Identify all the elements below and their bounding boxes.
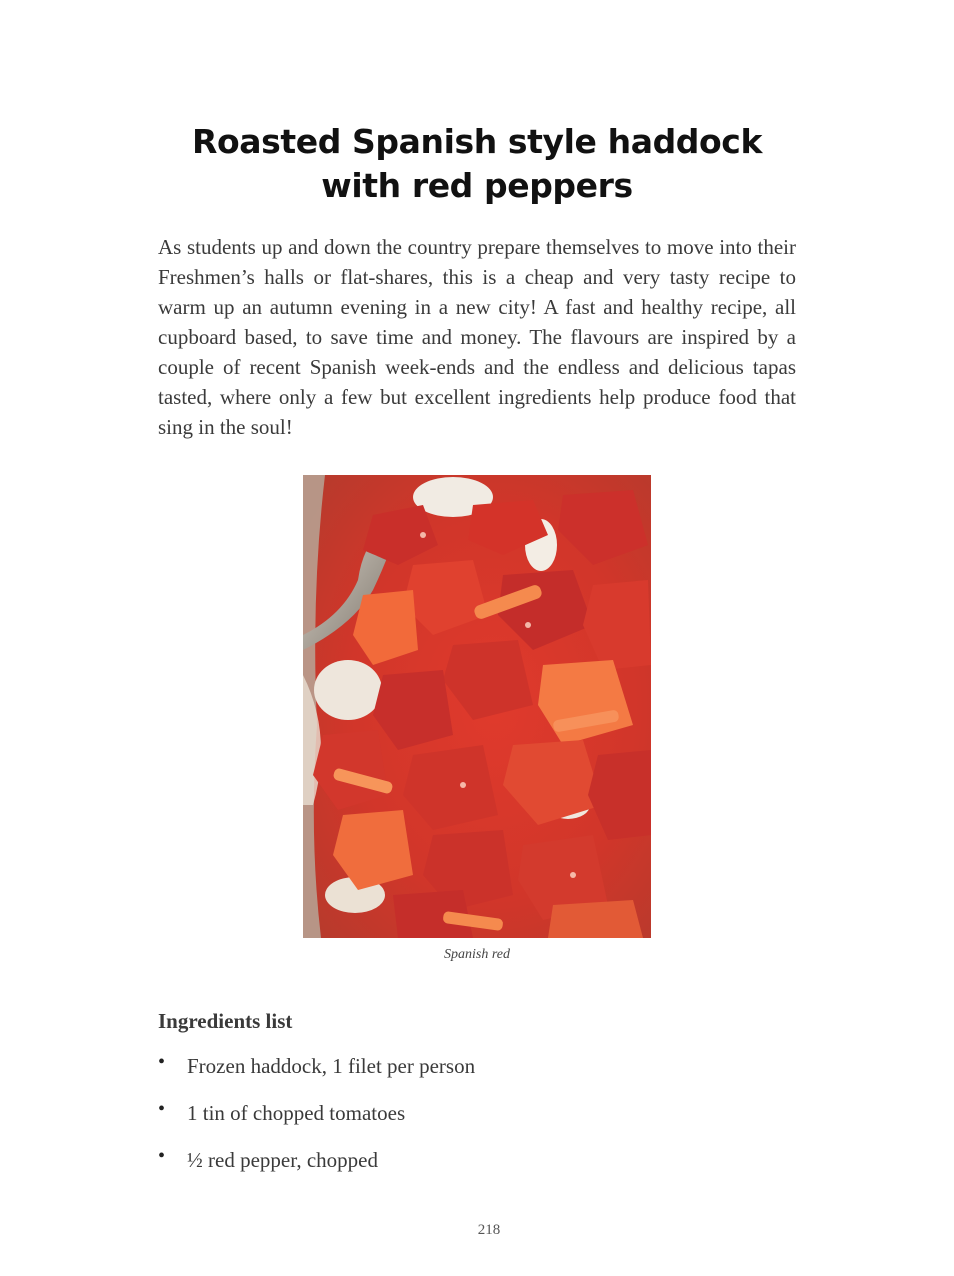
page-number: 218 bbox=[477, 1222, 501, 1238]
ingredient-text: 1 tin of chopped tomatoes bbox=[187, 1101, 406, 1125]
page-title: Roasted Spanish style haddock with red peppers bbox=[191, 122, 763, 205]
ingredient-item bbox=[158, 1052, 796, 1099]
ingredient-text: ½ red pepper, chopped bbox=[187, 1148, 378, 1172]
photo-caption: Spanish red bbox=[444, 947, 510, 962]
ingredient-text: Frozen haddock, 1 filet per person bbox=[187, 1054, 476, 1078]
ingredient-item bbox=[158, 1146, 796, 1193]
intro-paragraph: As students up and down the country prepare themselves to move into their Freshmen’s halls or flat-shares, this is a cheap and very tasty recipe to warm up an autumn evening in a new city! A fast and healthy recipe, all cupboard based, to save time and money. The flavours are inspired by a couple of recent Spanish week-ends and the endless and delicious tapas tasted, where only a few but excellent ingredients help produce food that sing in the soul! bbox=[158, 235, 796, 439]
ingredients-list bbox=[158, 1052, 796, 1193]
bullet-icon: • bbox=[158, 1098, 166, 1120]
ingredient-item bbox=[158, 1099, 796, 1146]
bullet-icon: • bbox=[158, 1051, 166, 1073]
recipe-photo bbox=[303, 475, 651, 938]
ingredients-heading: Ingredients list bbox=[158, 1009, 293, 1033]
bullet-icon: • bbox=[158, 1145, 166, 1167]
